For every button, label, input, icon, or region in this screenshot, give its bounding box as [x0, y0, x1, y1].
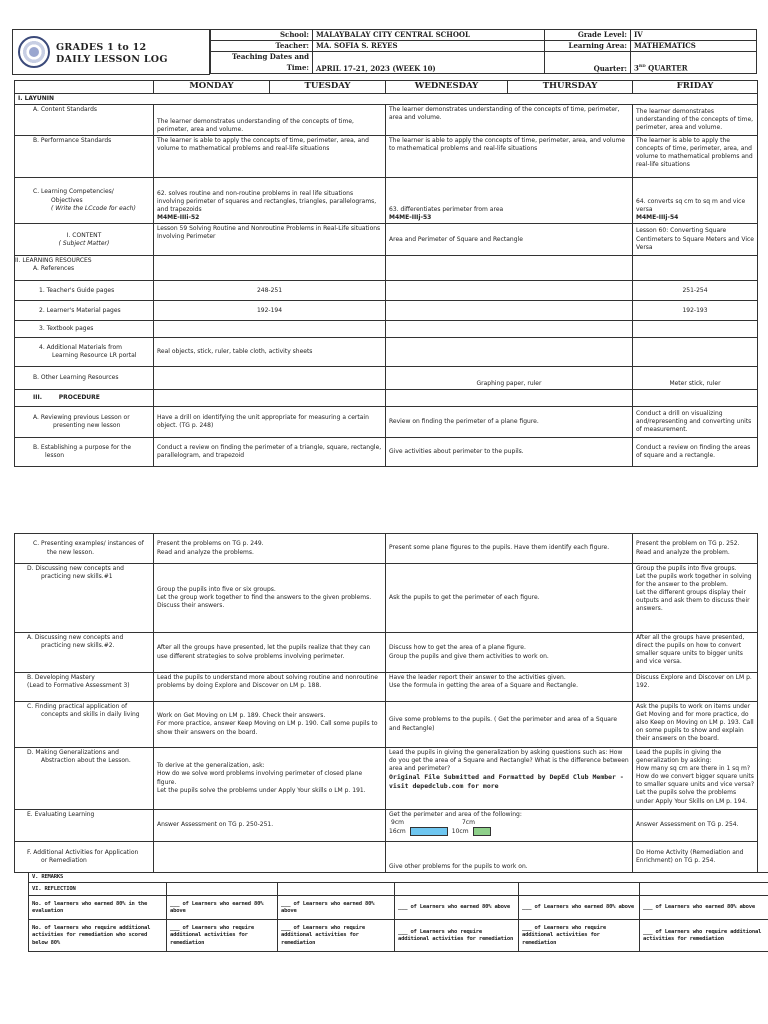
competency-wed-code: M4ME-IIIj-53 — [389, 214, 432, 221]
cell-competencies-mon — [154, 178, 386, 224]
dates-label — [211, 52, 313, 74]
cell-learners-material-mon: 192-194 — [154, 301, 386, 321]
row-label-procedure — [15, 390, 154, 407]
cell-content-fri: Lesson 60: Converting Square Centimeters to Square Meters and Vice Versa — [633, 224, 758, 256]
resources-label: II. LEARNING RESOURCES — [15, 257, 92, 265]
dates-value: APRIL 17-21, 2023 (WEEK 10) — [313, 52, 545, 74]
cell-other-resources-mon — [154, 367, 386, 390]
evaluating-wed-text: Get the perimeter and area of the following: — [389, 811, 522, 818]
content-label-line1: I. CONTENT — [66, 231, 102, 239]
quarter-word: QUARTER — [645, 63, 688, 73]
cell-discussing-2-fri: After all the groups have presented, direct the pupils on how to convert smaller square units to bigger units and vice versa. — [633, 633, 758, 673]
cell-additional-activities-mon — [154, 842, 386, 873]
generalization-label-line1: D. Making Generalizations and — [27, 749, 119, 756]
competency-mon-code: M4ME-IIIi-52 — [157, 214, 200, 221]
cell-purpose-wed: Give activities about perimeter to the pupils. — [386, 438, 633, 467]
row-label-application — [15, 702, 154, 748]
cell-textbook-mon — [154, 321, 386, 338]
day-header-monday: MONDAY — [154, 81, 270, 94]
cell-procedure-wed — [386, 390, 633, 407]
teacher-label: Teacher: — [211, 41, 313, 52]
additional-activities-label-line1: F. Additional Activities for Application — [27, 848, 139, 856]
cell-reviewing-mon: Have a drill on identifying the unit appropriate for measuring a certain object. (TG p. 248) — [154, 407, 386, 438]
row-label-generalization — [15, 748, 154, 810]
cell-additional-materials-wed — [386, 338, 633, 367]
log-title-box — [12, 29, 210, 75]
cell-teachers-guide-mon: 248-251 — [154, 281, 386, 301]
discussing-2-label-line2: practicing new skills.#2. — [41, 642, 115, 650]
cell-generalization-wed — [386, 748, 633, 810]
references-label: A. References — [33, 265, 75, 273]
row-label-competencies — [15, 178, 154, 224]
competency-fri-text: 64. converts sq cm to sq m and vice versa — [636, 197, 746, 213]
cell-mastery-fri: Discuss Explore and Discover on LM p. 192. — [633, 673, 758, 702]
reflection-thu — [519, 883, 640, 896]
cell-purpose-fri: Conduct a review on finding the areas of square and a rectangle. — [633, 438, 758, 467]
remediation-tue: ___ of Learners who require additional activities for remediation — [278, 920, 395, 952]
lesson-log-header — [12, 29, 757, 82]
remediation-wed: ___ of Learners who require additional activities for remediation — [395, 920, 519, 952]
reflection-tue — [278, 883, 395, 896]
row-label-teachers-guide: 1. Teacher's Guide pages — [15, 281, 154, 301]
grade-label: Grade Level: — [545, 30, 631, 41]
row-label-additional-materials — [15, 338, 154, 367]
cell-presenting-fri: Present the problem on TG p. 252. Read and analyze the problem. — [633, 534, 758, 564]
quarter-suffix: RD — [638, 63, 646, 69]
lesson-grid-page1 — [14, 80, 758, 467]
cell-procedure-mon — [154, 390, 386, 407]
reviewing-label-line1: A. Reviewing previous Lesson or — [33, 414, 130, 421]
cell-additional-activities-fri: Do Home Activity (Remediation and Enrichment) on TG p. 254. — [633, 842, 758, 873]
cell-other-resources-wed: Graphing paper, ruler — [386, 367, 633, 390]
cell-reviewing-wed: Review on finding the perimeter of a plane figure. — [386, 407, 633, 438]
cell-other-resources-fri: Meter stick, ruler — [633, 367, 758, 390]
row-label-other-resources: B. Other Learning Resources — [15, 367, 154, 390]
remediation-thu: ___ of Learners who require additional activities for remediation — [519, 920, 640, 952]
quarter-number: 3 — [634, 63, 639, 73]
row-label-textbook: 3. Textbook pages — [15, 321, 154, 338]
mastery-label-line1: B. Developing Mastery — [27, 674, 95, 681]
square-side-label-2: 10cm — [451, 827, 469, 835]
row-label-resources — [15, 256, 154, 281]
generalization-label-line2: Abstraction about the Lesson. — [41, 757, 131, 765]
cell-teachers-guide-fri: 251-254 — [633, 281, 758, 301]
cell-generalization-mon: To derive at the generalization, ask: How do we solve word problems involving perimeter of closed plane figure. Let the pupils solve the problems under Apply Your skills o LM p. 191. — [154, 748, 386, 810]
additional-activities-label-line2: or Remediation — [41, 857, 87, 864]
log-title-line1: GRADES 1 to 12 — [56, 42, 147, 53]
cell-content-standards-fri: The learner demonstrates understanding of the concepts of time, perimeter, area and volume. — [633, 105, 758, 136]
row-label-mastery — [15, 673, 154, 702]
row-label-presenting — [15, 534, 154, 564]
competency-wed-text: 63. differentiates perimeter from area — [389, 205, 504, 213]
purpose-label-line2: lesson — [45, 452, 65, 460]
school-value: MALAYBALAY CITY CENTRAL SCHOOL — [313, 30, 545, 41]
log-title-line2: DAILY LESSON LOG — [56, 54, 168, 66]
row-label-require-remediation: No. of learners who require additional activities for remediation who scored below 80% — [29, 920, 167, 952]
application-label-line1: C. Finding practical application of — [27, 703, 128, 710]
content-label-line2: ( Subject Matter) — [58, 239, 110, 247]
cell-additional-activities-wed: Give other problems for the pupils to work on. — [386, 842, 633, 873]
competencies-label-line2: Objectives — [51, 196, 83, 204]
rectangle-figure — [410, 827, 448, 836]
figure-row — [389, 827, 629, 836]
school-label: School: — [211, 30, 313, 41]
row-label-reviewing — [15, 407, 154, 438]
cell-textbook-wed — [386, 321, 633, 338]
additional-materials-label-line2: Learning Resource LR portal — [52, 352, 137, 360]
row-label-content — [15, 224, 154, 256]
cell-additional-materials-mon: Real objects, stick, ruler, table cloth, activity sheets — [154, 338, 386, 367]
competency-fri-code: M4ME-IIIj-54 — [636, 214, 679, 221]
cell-mastery-wed: Have the leader report their answer to the activities given. Use the formula in getting the area of a Square and Rectangle. — [386, 673, 633, 702]
row-label-purpose — [15, 438, 154, 467]
earned-80-wed: ___ of Learners who earned 80% above — [395, 896, 519, 920]
quarter-value — [631, 52, 757, 74]
cell-discussing-1-wed: Ask the pupils to get the perimeter of each figure. — [386, 564, 633, 633]
cell-purpose-mon: Conduct a review on finding the perimeter of a triangle, square, rectangle, parallelogram, and trapezoid — [154, 438, 386, 467]
procedure-label: PROCEDURE — [58, 394, 100, 402]
cell-references-fri — [633, 256, 758, 281]
discussing-1-label-line1: D. Discussing new concepts and — [27, 565, 124, 572]
purpose-label-line1: B. Establishing a purpose for the — [33, 444, 132, 451]
area-value: MATHEMATICS — [631, 41, 757, 52]
source-note: Original File Submitted and Formatted by DepEd Club Member - visit depedclub.com for more — [389, 773, 624, 791]
reflection-label: VI. REFLECTION — [29, 883, 167, 896]
square-figure — [473, 827, 491, 836]
remediation-mon: ___ of Learners who require additional activities for remediation — [167, 920, 278, 952]
cell-content-wed: Area and Perimeter of Square and Rectangle — [386, 224, 633, 256]
cell-evaluating-fri: Answer Assessment on TG p. 254. — [633, 810, 758, 842]
cell-application-fri: Ask the pupils to work on items under Get Moving and for more practice, do also Keep on Moving on LM p. 193. Call on some pupils to show and explain their answers on the board. — [633, 702, 758, 748]
cell-discussing-2-mon: After all the groups have presented, let the pupils realize that they can use different strategies to solve problems involving perimeter. — [154, 633, 386, 673]
rectangle-width-label: 16cm — [389, 827, 406, 835]
earned-80-thu: ___ of Learners who earned 80% above — [519, 896, 640, 920]
cell-content-standards-wed: The learner demonstrates understanding of the concepts of time, perimeter, area and volume. — [386, 105, 633, 136]
corner-cell — [15, 81, 154, 94]
row-label-earned-80: No. of learners who earned 80% in the evaluation — [29, 896, 167, 920]
cell-additional-materials-fri — [633, 338, 758, 367]
square-side-label: 7cm — [461, 819, 475, 827]
cell-textbook-fri — [633, 321, 758, 338]
cell-performance-standards-wed: The learner is able to apply the concepts of time, perimeter, area, and volume to mathematical problems and real-life situations — [386, 136, 633, 178]
reflection-table — [28, 872, 768, 952]
competency-mon-text: 62. solves routine and non-routine problems in real life situations involving perimeter of squares and rectangles, triangles, parallelograms, and trapezoids — [157, 189, 377, 213]
row-label-additional-activities — [15, 842, 154, 873]
row-label-evaluating: E. Evaluating Learning — [15, 810, 154, 842]
procedure-number: III. — [33, 394, 42, 402]
dates-label-line2: Time: — [286, 62, 309, 72]
cell-learners-material-fri: 192-193 — [633, 301, 758, 321]
row-label-discussing-2 — [15, 633, 154, 673]
row-label-learners-material: 2. Learner's Material pages — [15, 301, 154, 321]
cell-content-mon: Lesson 59 Solving Routine and Nonroutine Problems in Real-Life situations Involving Perimeter — [154, 224, 386, 256]
day-header-tuesday: TUESDAY — [270, 81, 386, 94]
application-label-line2: concepts and skills in daily living — [41, 711, 140, 719]
additional-materials-label-line1: 4. Additional Materials from — [39, 344, 123, 351]
remediation-fri: ___ of Learners who require additional activities for remediation — [640, 920, 768, 952]
cell-performance-standards-fri: The learner is able to apply the concepts of time, perimeter, area, and volume to mathematical problems and real-life situations — [633, 136, 758, 178]
cell-application-mon: Work on Get Moving on LM p. 189. Check their answers. For more practice, answer Keep Moving on LM p. 190. Call some pupils to show their answers on the board. — [154, 702, 386, 748]
cell-reviewing-fri: Conduct a drill on visualizing and/representing and converting units of measurement. — [633, 407, 758, 438]
deped-seal-icon — [18, 36, 50, 68]
day-header-thursday: THURSDAY — [508, 81, 633, 94]
earned-80-tue: ___ of Learners who earned 80% above — [278, 896, 395, 920]
mastery-label-line2: (Lead to Formative Assessment 3) — [27, 682, 130, 690]
discussing-1-label-line2: practicing new skills.#1 — [41, 573, 113, 581]
generalization-wed-text: Lead the pupils in giving the generalization by asking questions such as: How do you get the area of a Square and Rectangle? What is the difference between area and perimeter? — [389, 749, 629, 773]
log-title — [56, 42, 168, 67]
cell-performance-standards-mon: The learner is able to apply the concepts of time, perimeter, area, and volume to mathematical problems and real-life situations — [154, 136, 386, 178]
grade-value: IV — [631, 30, 757, 41]
teacher-value: MA. SOFIA S. REYES — [313, 41, 545, 52]
cell-competencies-fri — [633, 178, 758, 224]
earned-80-mon: ___ of Learners who earned 80% above — [167, 896, 278, 920]
cell-references-wed — [386, 256, 633, 281]
reviewing-label-line2: presenting new lesson — [53, 422, 121, 430]
cell-discussing-1-mon: Group the pupils into five or six groups. Let the group work together to find the answers to the given problems. Discuss their answers. — [154, 564, 386, 633]
day-header-wednesday: WEDNESDAY — [386, 81, 508, 94]
presenting-label-line1: C. Presenting examples/ instances of — [33, 540, 144, 548]
cell-learners-material-wed — [386, 301, 633, 321]
remarks-label: V. REMARKS — [29, 873, 768, 883]
cell-teachers-guide-wed — [386, 281, 633, 301]
discussing-2-label-line1: A. Discussing new concepts and — [27, 634, 124, 641]
area-label: Learning Area: — [545, 41, 631, 52]
reflection-wed — [395, 883, 519, 896]
row-label-performance-standards: B. Performance Standards — [15, 136, 154, 178]
info-table — [210, 29, 757, 74]
row-label-discussing-1 — [15, 564, 154, 633]
quarter-label: Quarter: — [545, 52, 631, 74]
reflection-fri — [640, 883, 768, 896]
dates-label-line1: Teaching Dates and — [231, 52, 309, 61]
day-header-friday: FRIDAY — [633, 81, 758, 94]
cell-generalization-fri: Lead the pupils in giving the generalization by asking: How many sq cm are there in 1 sq m? How do we convert bigger square units to smaller square units and vice versa? Let the pupils solve the problems under Apply Your Skills on LM p. 194. — [633, 748, 758, 810]
earned-80-fri: ___ of Learners who earned 80% above — [640, 896, 768, 920]
competencies-label-line3: ( Write the LCcode for each) — [51, 204, 136, 212]
cell-application-wed: Give some problems to the pupils. ( Get the perimeter and area of a Square and Rectangle) — [386, 702, 633, 748]
row-label-content-standards: A. Content Standards — [15, 105, 154, 136]
cell-references-mon — [154, 256, 386, 281]
lesson-grid-page2 — [14, 533, 758, 873]
cell-mastery-mon: Lead the pupils to understand more about solving routine and nonroutine problems by doing Explore and Discover on LM p. 188. — [154, 673, 386, 702]
cell-content-standards-mon: The learner demonstrates understanding of the concepts of time, perimeter, area and volume. — [154, 105, 386, 136]
rectangle-height-label: 9cm — [391, 819, 404, 827]
cell-presenting-mon: Present the problems on TG p. 249. Read and analyze the problems. — [154, 534, 386, 564]
cell-discussing-1-fri: Group the pupils into five groups. Let the pupils work together in solving for the answer to the problem. Let the different groups display their outputs and ask them to discuss their answers. — [633, 564, 758, 633]
cell-competencies-wed — [386, 178, 633, 224]
reflection-mon — [167, 883, 278, 896]
figure-labels-top — [389, 819, 629, 827]
cell-evaluating-mon: Answer Assessment on TG p. 250-251. — [154, 810, 386, 842]
cell-discussing-2-wed: Discuss how to get the area of a plane figure. Group the pupils and give them activities to work on. — [386, 633, 633, 673]
competencies-label-line1: C. Learning Competencies/ — [33, 188, 114, 196]
presenting-label-line2: the new lesson. — [47, 548, 95, 556]
cell-evaluating-wed — [386, 810, 633, 842]
section-layunin: I. LAYUNIN — [15, 94, 758, 105]
cell-presenting-wed: Present some plane figures to the pupils. Have them identify each figure. — [386, 534, 633, 564]
cell-procedure-fri — [633, 390, 758, 407]
